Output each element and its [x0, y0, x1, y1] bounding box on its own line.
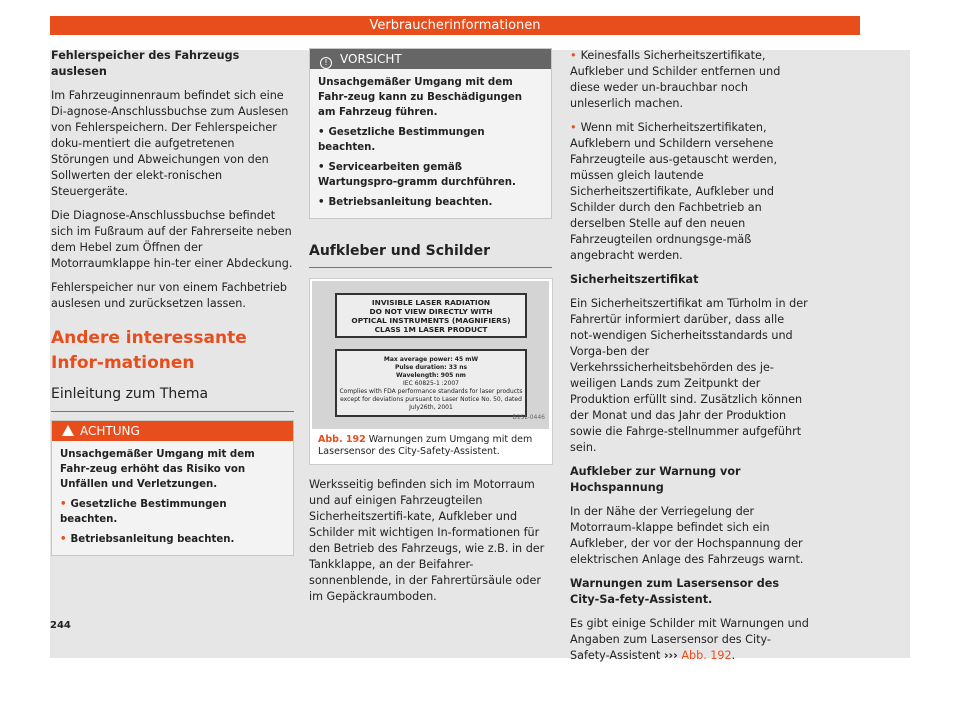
caption-number: Abb. 192	[318, 434, 366, 445]
warning-triangle-icon	[62, 425, 74, 436]
paragraph: Die Diagnose-Anschlussbuchse befindet sich im Fußraum auf der Fahrerseite neben dem Hebel zum Öffnen der Motorraumklappe hin-ter einer Abdeckung.	[51, 209, 293, 270]
label-line: CLASS 1M LASER PRODUCT	[374, 325, 488, 334]
vorsicht-text: Unsachgemäßer Umgang mit dem Fahr-zeug kann zu Beschädigungen am Fahrzeug führen.	[318, 77, 523, 118]
bullet-icon: •	[60, 534, 67, 545]
list-item	[318, 125, 543, 155]
laser-label-image	[312, 281, 549, 429]
label-line: Complies with FDA performance standards for laser products	[339, 388, 523, 395]
bullet-paragraph	[570, 48, 810, 112]
figure-192	[309, 278, 553, 465]
bullet-icon: •	[318, 162, 325, 173]
bullet-icon: •	[318, 127, 325, 138]
list-item-text: Betriebsanleitung beachten.	[328, 197, 493, 208]
list-item-text: Gesetzliche Bestimmungen beachten.	[60, 499, 227, 525]
punctuation: .	[731, 649, 736, 662]
column-right	[570, 48, 810, 672]
column-left	[51, 48, 294, 556]
label-line: Pulse duration: 33 ns	[394, 364, 468, 371]
section-title: Andere interessante Infor-mationen	[51, 328, 247, 373]
list-item-text: Betriebsanleitung beachten.	[70, 534, 235, 545]
figure-reference-link[interactable]: Abb. 192	[681, 649, 732, 662]
list-item	[318, 195, 543, 210]
achtung-body	[52, 441, 293, 555]
bullet-icon: •	[60, 499, 67, 510]
bullet-icon: •	[570, 121, 577, 134]
page-number: 244	[50, 620, 71, 631]
bullet-icon: •	[318, 197, 325, 208]
caption-text: Warnungen zum Umgang mit dem Lasersensor des City-Safety-Assistent.	[318, 434, 533, 457]
achtung-title: ACHTUNG	[80, 424, 140, 438]
bullet-icon: •	[570, 49, 577, 62]
heading-hochspannung: Aufkleber zur Warnung vor Hochspannung	[570, 465, 741, 494]
label-line: OPTICAL INSTRUMENTS (MAGNIFIERS)	[351, 316, 511, 325]
label-line: Wavelength: 905 nm	[396, 372, 466, 379]
vorsicht-body	[310, 69, 551, 218]
page-header: Verbraucherinformationen	[50, 16, 860, 35]
list-item	[60, 532, 285, 547]
figure-code: B1SL-0446	[512, 414, 545, 421]
label-line: Max average power: 45 mW	[383, 356, 479, 363]
paragraph: Werksseitig befinden sich im Motorraum und auf einigen Fahrzeugteilen Sicherheitszertifi-kate, Aufkleber und Schilder mit wichtigen In-formationen für den Betrieb des Fahrzeugs, wie z.B. in der Tankklappe, an der Beifahrer-sonnenblende, in der Fahrertürsäule oder im Gepäckraumboden.	[309, 478, 545, 603]
vorsicht-box	[309, 48, 552, 219]
vorsicht-title: VORSICHT	[340, 52, 402, 66]
list-item-text: Servicearbeiten gemäß Wartungspro-gramm durchführen.	[318, 162, 516, 188]
paragraph-text: Es gibt einige Schilder mit Warnungen und Angaben zum Lasersensor des City-Safety-Assistent	[570, 617, 809, 662]
paragraph: In der Nähe der Verriegelung der Motorraum-klappe befindet sich ein Aufkleber, der vor der Hochspannung der elektrischen Anlage des Fahrzeugs warnt.	[570, 505, 804, 566]
info-circle-icon: !	[320, 57, 332, 69]
heading-fehlerspeicher: Fehlerspeicher des Fahrzeugs auslesen	[51, 49, 240, 78]
paragraph: Im Fahrzeuginnenraum befindet sich eine Di-agnose-Anschlussbuchse zum Auslesen von Fehlerspeichern. Der Fehlerspeicher doku-mentiert die aufgetretenen Störungen und Abweichungen von den Sollwerten der elekt-ronischen Steuergeräte.	[51, 89, 289, 198]
intro-title: Einleitung zum Thema	[51, 386, 294, 412]
achtung-box	[51, 420, 294, 556]
label-line: July26th, 2001	[409, 404, 453, 411]
vorsicht-header	[310, 49, 551, 69]
column-middle	[309, 48, 552, 613]
label-line: DO NOT VIEW DIRECTLY WITH	[369, 307, 493, 316]
achtung-text: Unsachgemäßer Umgang mit dem Fahr-zeug erhöht das Risiko von Unfällen und Verletzungen.	[60, 449, 255, 490]
paragraph	[570, 616, 810, 664]
laser-spec-label	[335, 349, 527, 417]
bullet-paragraph	[570, 120, 810, 264]
list-item	[60, 497, 285, 527]
label-line: except for deviations pursuant to Laser Notice No. 50, dated	[340, 396, 522, 403]
label-line: INVISIBLE LASER RADIATION	[371, 298, 491, 307]
heading-lasersensor: Warnungen zum Lasersensor des City-Sa-fety-Assistent.	[570, 577, 780, 606]
laser-warning-label	[335, 293, 527, 338]
list-item-text: Gesetzliche Bestimmungen beachten.	[318, 127, 485, 153]
bullet-text: Keinesfalls Sicherheitszertifikate, Aufkleber und Schilder entfernen und diese weder un-brauchbar noch unleserlich machen.	[570, 49, 781, 110]
paragraph: Ein Sicherheitszertifikat am Türholm in der Fahrertür informiert darüber, dass alle not-wendigen Sicherheitsstandards und Vorga-ben der Verkehrssicherheitsbehörden des je-weiligen Lands zum Zeitpunkt der Produktion erfüllt sind. Zusätzlich können der Monat und das Jahr der Produktion sowie die Fahrge-stellnummer aufgeführt sein.	[570, 297, 808, 454]
label-line: IEC 60825-1 :2007	[403, 380, 459, 387]
paragraph: Fehlerspeicher nur von einem Fachbetrieb auslesen und zurücksetzen lassen.	[51, 281, 288, 310]
list-item	[318, 160, 543, 190]
reference-arrow-icon: ›››	[663, 649, 678, 662]
bullet-text: Wenn mit Sicherheitszertifikaten, Aufklebern und Schildern versehene Fahrzeugteile aus-getauscht werden, müssen gleich lautende Sicherheitszertifikate, Aufkleber und Schilder durch den Fachbetrieb an derselben Stelle auf den neuen Fahrzeugteilen ordnungsge-mäß angebracht werden.	[570, 121, 778, 262]
achtung-header	[52, 421, 293, 441]
heading-sicherheitszertifikat: Sicherheitszertifikat	[570, 273, 699, 286]
figure-caption	[318, 434, 546, 458]
aufkleber-title: Aufkleber und Schilder	[309, 243, 552, 268]
